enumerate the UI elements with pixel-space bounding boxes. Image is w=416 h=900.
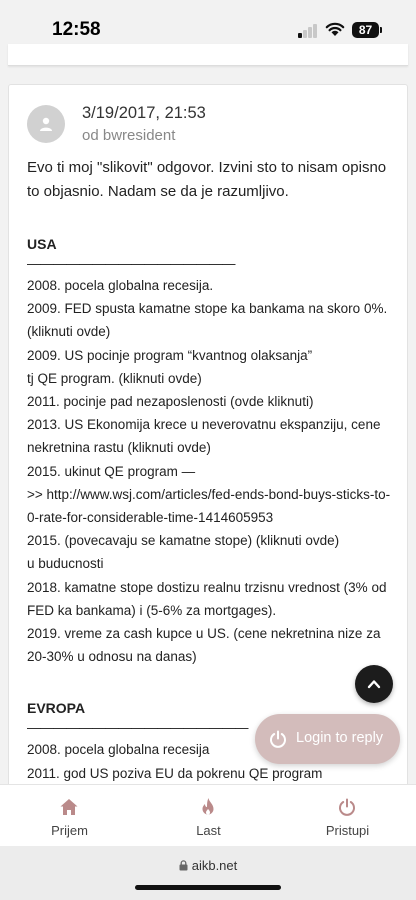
post-line: 2009. FED spusta kamatne stope ka bankama na skoro 0%. (kliknuti ovde) bbox=[27, 301, 388, 340]
previous-post-card bbox=[8, 44, 408, 66]
bottom-nav bbox=[0, 784, 416, 846]
flame-icon bbox=[198, 797, 218, 817]
url-display[interactable] bbox=[0, 858, 416, 873]
nav-label: Prijem bbox=[51, 823, 88, 838]
nav-item-last[interactable] bbox=[139, 785, 278, 847]
scroll-to-top-button[interactable] bbox=[355, 665, 393, 703]
article-link[interactable]: >> http://www.wsj.com/articles/fed-ends-bond-buys-sticks-to-0-rate-for-considerable-time-1414605953 bbox=[27, 486, 391, 526]
home-indicator bbox=[135, 885, 281, 890]
browser-url-bar[interactable] bbox=[0, 846, 416, 900]
post-line: 2013. US Ekonomija krece u neverovatnu ekspanziju, cene nekretnina rastu (kliknuti ovde) bbox=[27, 417, 381, 456]
section-title-usa: USA bbox=[27, 236, 57, 252]
wifi-icon bbox=[325, 22, 345, 37]
status-time: 12:58 bbox=[52, 19, 101, 40]
user-icon bbox=[38, 116, 54, 132]
login-to-reply-button[interactable] bbox=[255, 714, 400, 764]
post-author[interactable]: od bwresident bbox=[82, 127, 176, 144]
section-divider: ———————————————— bbox=[27, 256, 235, 271]
post-intro: Evo ti moj "slikovit" odgovor. Izvini sto to nisam opisno to objasnio. Nadam se da je razumljivo. bbox=[27, 159, 387, 200]
post-line: 2008. pocela globalna recesija bbox=[27, 742, 210, 758]
post-line: u buducnosti bbox=[27, 556, 104, 572]
post-line: 2008. pocela globalna recesija. bbox=[27, 278, 214, 293]
power-icon bbox=[268, 729, 288, 749]
avatar[interactable] bbox=[27, 105, 65, 143]
nav-label: Pristupi bbox=[325, 823, 370, 838]
nav-item-prijem[interactable] bbox=[0, 785, 139, 847]
post-line: 2011. god US poziva EU da pokrenu QE program bbox=[27, 765, 323, 781]
post-line: 2011. pocinje pad nezaposlenosti (ovde kliknuti) bbox=[27, 394, 314, 410]
login-button-label: Login to reply bbox=[296, 730, 384, 746]
post-body bbox=[27, 156, 399, 785]
battery-tip bbox=[380, 27, 382, 33]
post-date: 3/19/2017, 21:53 bbox=[82, 104, 206, 122]
url-text: aikb.net bbox=[191, 858, 238, 873]
power-icon bbox=[337, 797, 357, 817]
signal-icon bbox=[298, 24, 318, 38]
post-line: tj QE program. (kliknuti ovde) bbox=[27, 370, 202, 386]
post-line: 2019. vreme za cash kupce u US. (cene nekretnina nize za 20-30% u odnosu na danas) bbox=[27, 626, 381, 665]
battery-icon: 87 bbox=[352, 22, 379, 38]
post-line: 2015. (povecavaju se kamatne stope) (kliknuti ovde) bbox=[27, 533, 340, 549]
home-icon bbox=[59, 797, 79, 817]
post-line: 2009. US pocinje program “kvantnog olaksanja” bbox=[27, 347, 313, 363]
section-title-evropa: EVROPA bbox=[27, 700, 86, 717]
section-divider: ————————————————— bbox=[27, 720, 248, 736]
nav-item-pristupi[interactable] bbox=[278, 785, 416, 847]
chevron-up-icon bbox=[366, 676, 382, 692]
post-line: 2018. kamatne stope dostizu realnu trzisnu vrednost (3% od FED ka bankama) i (5-6% za mortgages). bbox=[27, 579, 387, 618]
nav-label: Last bbox=[196, 823, 221, 838]
lock-icon bbox=[179, 860, 188, 871]
post-line: 2015. ukinut QE program — bbox=[27, 463, 196, 479]
